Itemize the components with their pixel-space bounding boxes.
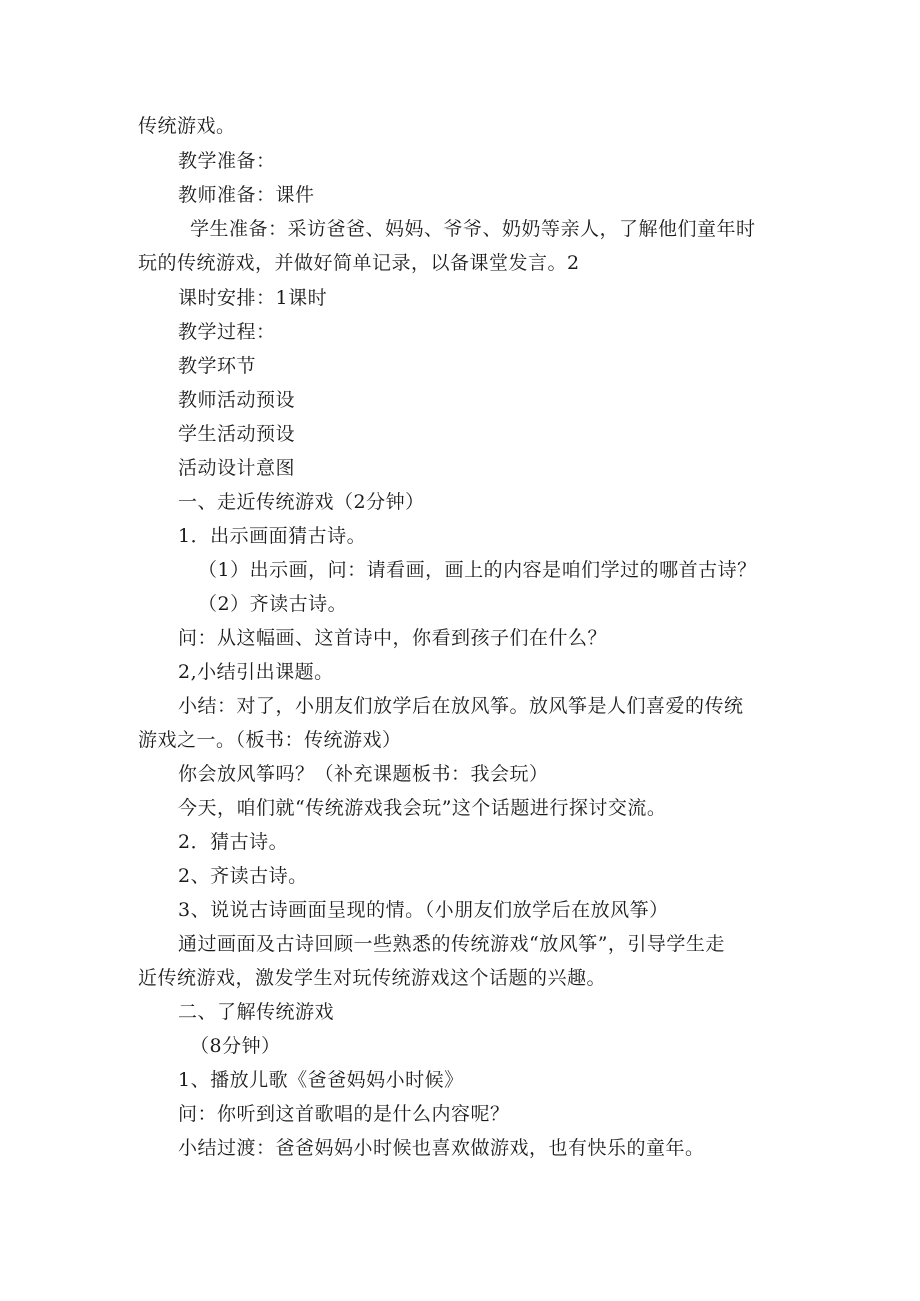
section-heading: 一、走近传统游戏（2分钟） [178,491,425,513]
text-line: 2、齐读古诗。 [178,865,308,887]
text-line: 玩的传统游戏，并做好简单记录，以备课堂发言。2 [138,252,580,274]
text-line: 3、说说古诗画面呈现的情。（小朋友们放学后在放风筝） [178,899,669,921]
text-line: 教学环节 [178,355,257,377]
text-line: （2）齐读古诗。 [198,593,348,615]
text-line: 教学准备： [178,150,276,172]
text-line: 2．猜古诗。 [178,831,289,853]
text-line: 教师活动预设 [178,389,296,411]
text-line: 近传统游戏，激发学生对玩传统游戏这个话题的兴趣。 [138,967,607,989]
text-line: 你会放风筝吗？（补充课题板书：我会玩） [178,763,549,785]
text-line: （8分钟） [190,1035,281,1057]
text-line: 小结过渡：爸爸妈妈小时候也喜欢做游戏，也有快乐的童年。 [178,1137,705,1159]
section-heading: 二、了解传统游戏 [178,1001,335,1023]
text-line: 游戏之一。（板书：传统游戏） [138,729,402,751]
text-line: 传统游戏。 [138,115,236,137]
text-line: 教学过程： [178,321,276,343]
text-line: 通过画面及古诗回顾一些熟悉的传统游戏“放风筝”，引导学生走 [178,933,725,955]
text-line: 问：从这幅画、这首诗中，你看到孩子们在什么？ [178,627,608,649]
text-line: 课时安排：1课时 [178,287,328,309]
text-line: 1．出示画面猜古诗。 [178,525,367,547]
text-line: 2,小结引出课题。 [178,661,334,683]
text-line: 1、播放儿歌《爸爸妈妈小时候》 [178,1069,464,1091]
text-line: 学生准备：采访爸爸、妈妈、爷爷、奶奶等亲人，了解他们童年时 [190,218,756,240]
text-line: （1）出示画，问：请看画，画上的内容是咱们学过的哪首古诗？ [198,559,757,581]
text-line: 教师准备：课件 [178,184,315,206]
text-line: 问：你听到这首歌唱的是什么内容呢？ [178,1103,510,1125]
text-line: 小结：对了，小朋友们放学后在放风筝。放风筝是人们喜爱的传统 [178,695,744,717]
text-line: 活动设计意图 [178,457,296,479]
text-line: 学生活动预设 [178,423,296,445]
text-line: 今天，咱们就“传统游戏我会玩”这个话题进行探讨交流。 [178,797,667,819]
